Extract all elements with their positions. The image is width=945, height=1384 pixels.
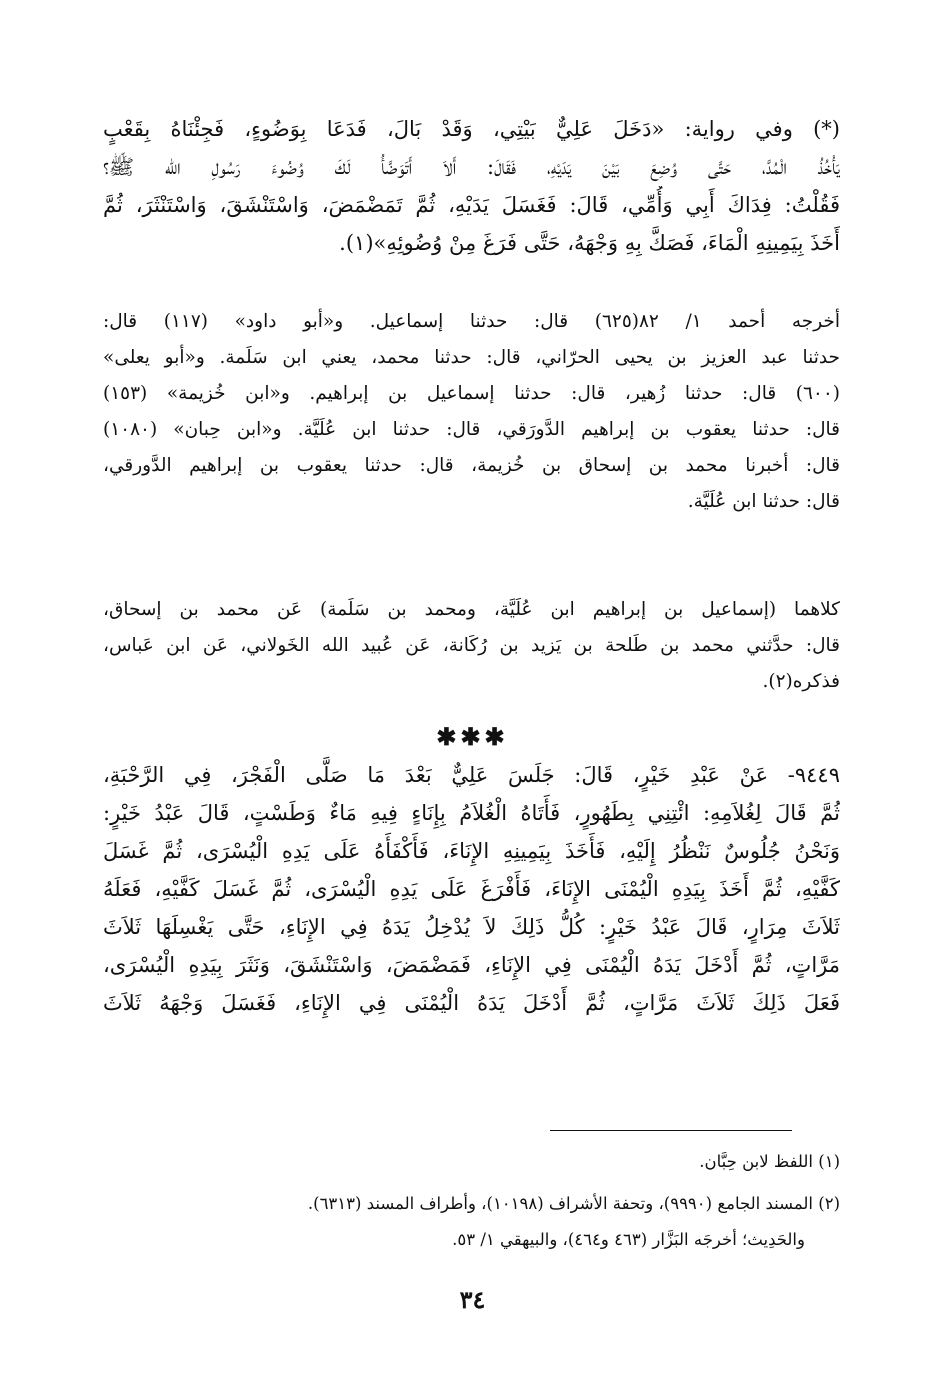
text-line: أَخَذَ بِيَمِينِهِ الْمَاءَ، فَصَكَّ بِهِ وَجْهَهُ، حَتَّى فَرَغَ مِنْ وُضُوئِهِ»(١). (339, 231, 840, 255)
text-line: ثَلاَثَ مِرَارٍ، قَالَ عَبْدُ خَيْرٍ: كُلُّ ذَلِكَ لاَ يُدْخِلُ يَدَهُ فِي الإِنَاءِ، حَتَّى يَغْسِلَهَا ثَلاَثَ (103, 915, 840, 939)
text-line: (*) وفي رواية: «دَخَلَ عَلِيٌّ بَيْتِي، وَقَدْ بَالَ، فَدَعَا بِوَضُوءٍ، فَجِئْنَاهُ بِقَعْبٍ (103, 117, 840, 141)
text-line: فَعَلَ ذَلِكَ ثَلاَثَ مَرَّاتٍ، ثُمَّ أَدْخَلَ يَدَهُ الْيُمْنَى فِي الإِنَاءِ، فَغَسَلَ وَجْهَهُ ثَلاَثَ (103, 991, 840, 1015)
text-line: قال: حدثنا ابن عُلَيَّة. (687, 491, 840, 512)
section-separator: ✱✱✱ (436, 722, 509, 751)
paragraph-chain (103, 592, 840, 700)
text-line: كَفَّيْهِ، ثُمَّ أَخَذَ بِيَدِهِ الْيُمْنَى الإِنَاءَ، فَأَفْرَغَ عَلَى يَدِهِ الْيُسْرَى، ثُمَّ غَسَلَ كَفَّيْهِ، فَعَلَهُ (103, 877, 840, 901)
footnote-2-continued: والحَدِيث؛ أخرجَه البَزَّار (٤٦٣ و٤٦٤)، والبيهقي ١/ ٥٣. (452, 1230, 805, 1249)
text-line: قال: أخبرنا محمد بن إسحاق بن خُزيمة، قال: حدثنا يعقوب بن إبراهيم الدَّورقي، (103, 455, 840, 476)
text-line: قال: حدثنا يعقوب بن إبراهيم الدَّورَقي، قال: حدثنا ابن عُلَيَّة. و«ابن حِبان» (١٠٨٠) (103, 419, 840, 440)
paragraph-takhrij (103, 304, 840, 520)
text-line: يَأْخُذُ الْمُدَّ، حَتَّى وُضِعَ بَيْنَ يَدَيْهِ، فَقَالَ: أَلاَ أَتَوَضَّأُ لَكَ وُضُوءَ رَسُولِ الله ﷺ؟ (103, 155, 840, 179)
footnote-2: (٢) المسند الجامع (٩٩٩٠)، وتحفة الأشراف (١٠١٩٨)، وأطراف المسند (٦٣١٣). (307, 1194, 840, 1213)
text-line: مَرَّاتٍ، ثُمَّ أَدْخَلَ يَدَهُ الْيُمْنَى فِي الإِنَاءِ، فَمَضْمَضَ، وَاسْتَنْشَقَ، وَنَثَرَ بِيَدِهِ الْيُسْرَى، (103, 953, 840, 977)
footnote-divider (550, 1130, 792, 1131)
text-line: فذكره(٢). (762, 671, 840, 692)
text-line: ٩٤٤٩- عَنْ عَبْدِ خَيْرٍ، قَالَ: جَلَسَ عَلِيٌّ بَعْدَ مَا صَلَّى الْفَجْرَ، فِي الرَّحْبَةِ، (103, 763, 840, 787)
text-line: (٦٠٠) قال: حدثنا زُهير، قال: حدثنا إسماعيل بن إبراهيم. و«ابن خُزيمة» (١٥٣) (103, 383, 840, 404)
text-line: وَنَحْنُ جُلُوسٌ نَنْظُرُ إِلَيْهِ، فَأَخَذَ بِيَمِينِهِ الإِنَاءَ، فَأَكْفَأَهُ عَلَى يَدِهِ الْيُسْرَى، ثُمَّ غَسَلَ (103, 839, 840, 863)
text-line: فَقُلْتُ: فِدَاكَ أَبِي وَأُمِّي، قَالَ: فَغَسَلَ يَدَيْهِ، ثُمَّ تَمَضْمَضَ، وَاسْتَنْشَقَ، وَاسْتَنْثَرَ، ثُمَّ (103, 193, 840, 217)
text-line: حدثنا عبد العزيز بن يحيى الحرّاني، قال: حدثنا محمد، يعني ابن سَلَمة. و«أبو يعلى» (103, 347, 840, 368)
text-line: أخرجه أحمد ١/ ٨٢(٦٢٥) قال: حدثنا إسماعيل. و«أبو داود» (١١٧) قال: (103, 311, 840, 332)
text-line: ثُمَّ قَالَ لِغُلاَمِهِ: ائْتِنِي بِطَهُورٍ، فَأَتَاهُ الْغُلاَمُ بِإِنَاءٍ فِيهِ مَاءٌ وَطَسْتٍ، قَالَ عَبْدُ خَيْرٍ: (103, 801, 840, 825)
text-line: قال: حدَّثني محمد بن طَلحة بن يَزيد بن رُكَانة، عَن عُبيد الله الخَولاني، عَن ابن عَباس، (103, 635, 840, 656)
footnote-1: (١) اللفظ لابن حِبَّان. (699, 1152, 840, 1171)
paragraph-hadith-9449 (103, 756, 840, 1022)
page-number: ٣٤ (459, 1285, 486, 1314)
text-line: كلاهما (إسماعيل بن إبراهيم ابن عُلَيَّة، ومحمد بن سَلَمة) عَن محمد بن إسحاق، (103, 599, 840, 620)
paragraph-variant-narration (103, 110, 840, 262)
